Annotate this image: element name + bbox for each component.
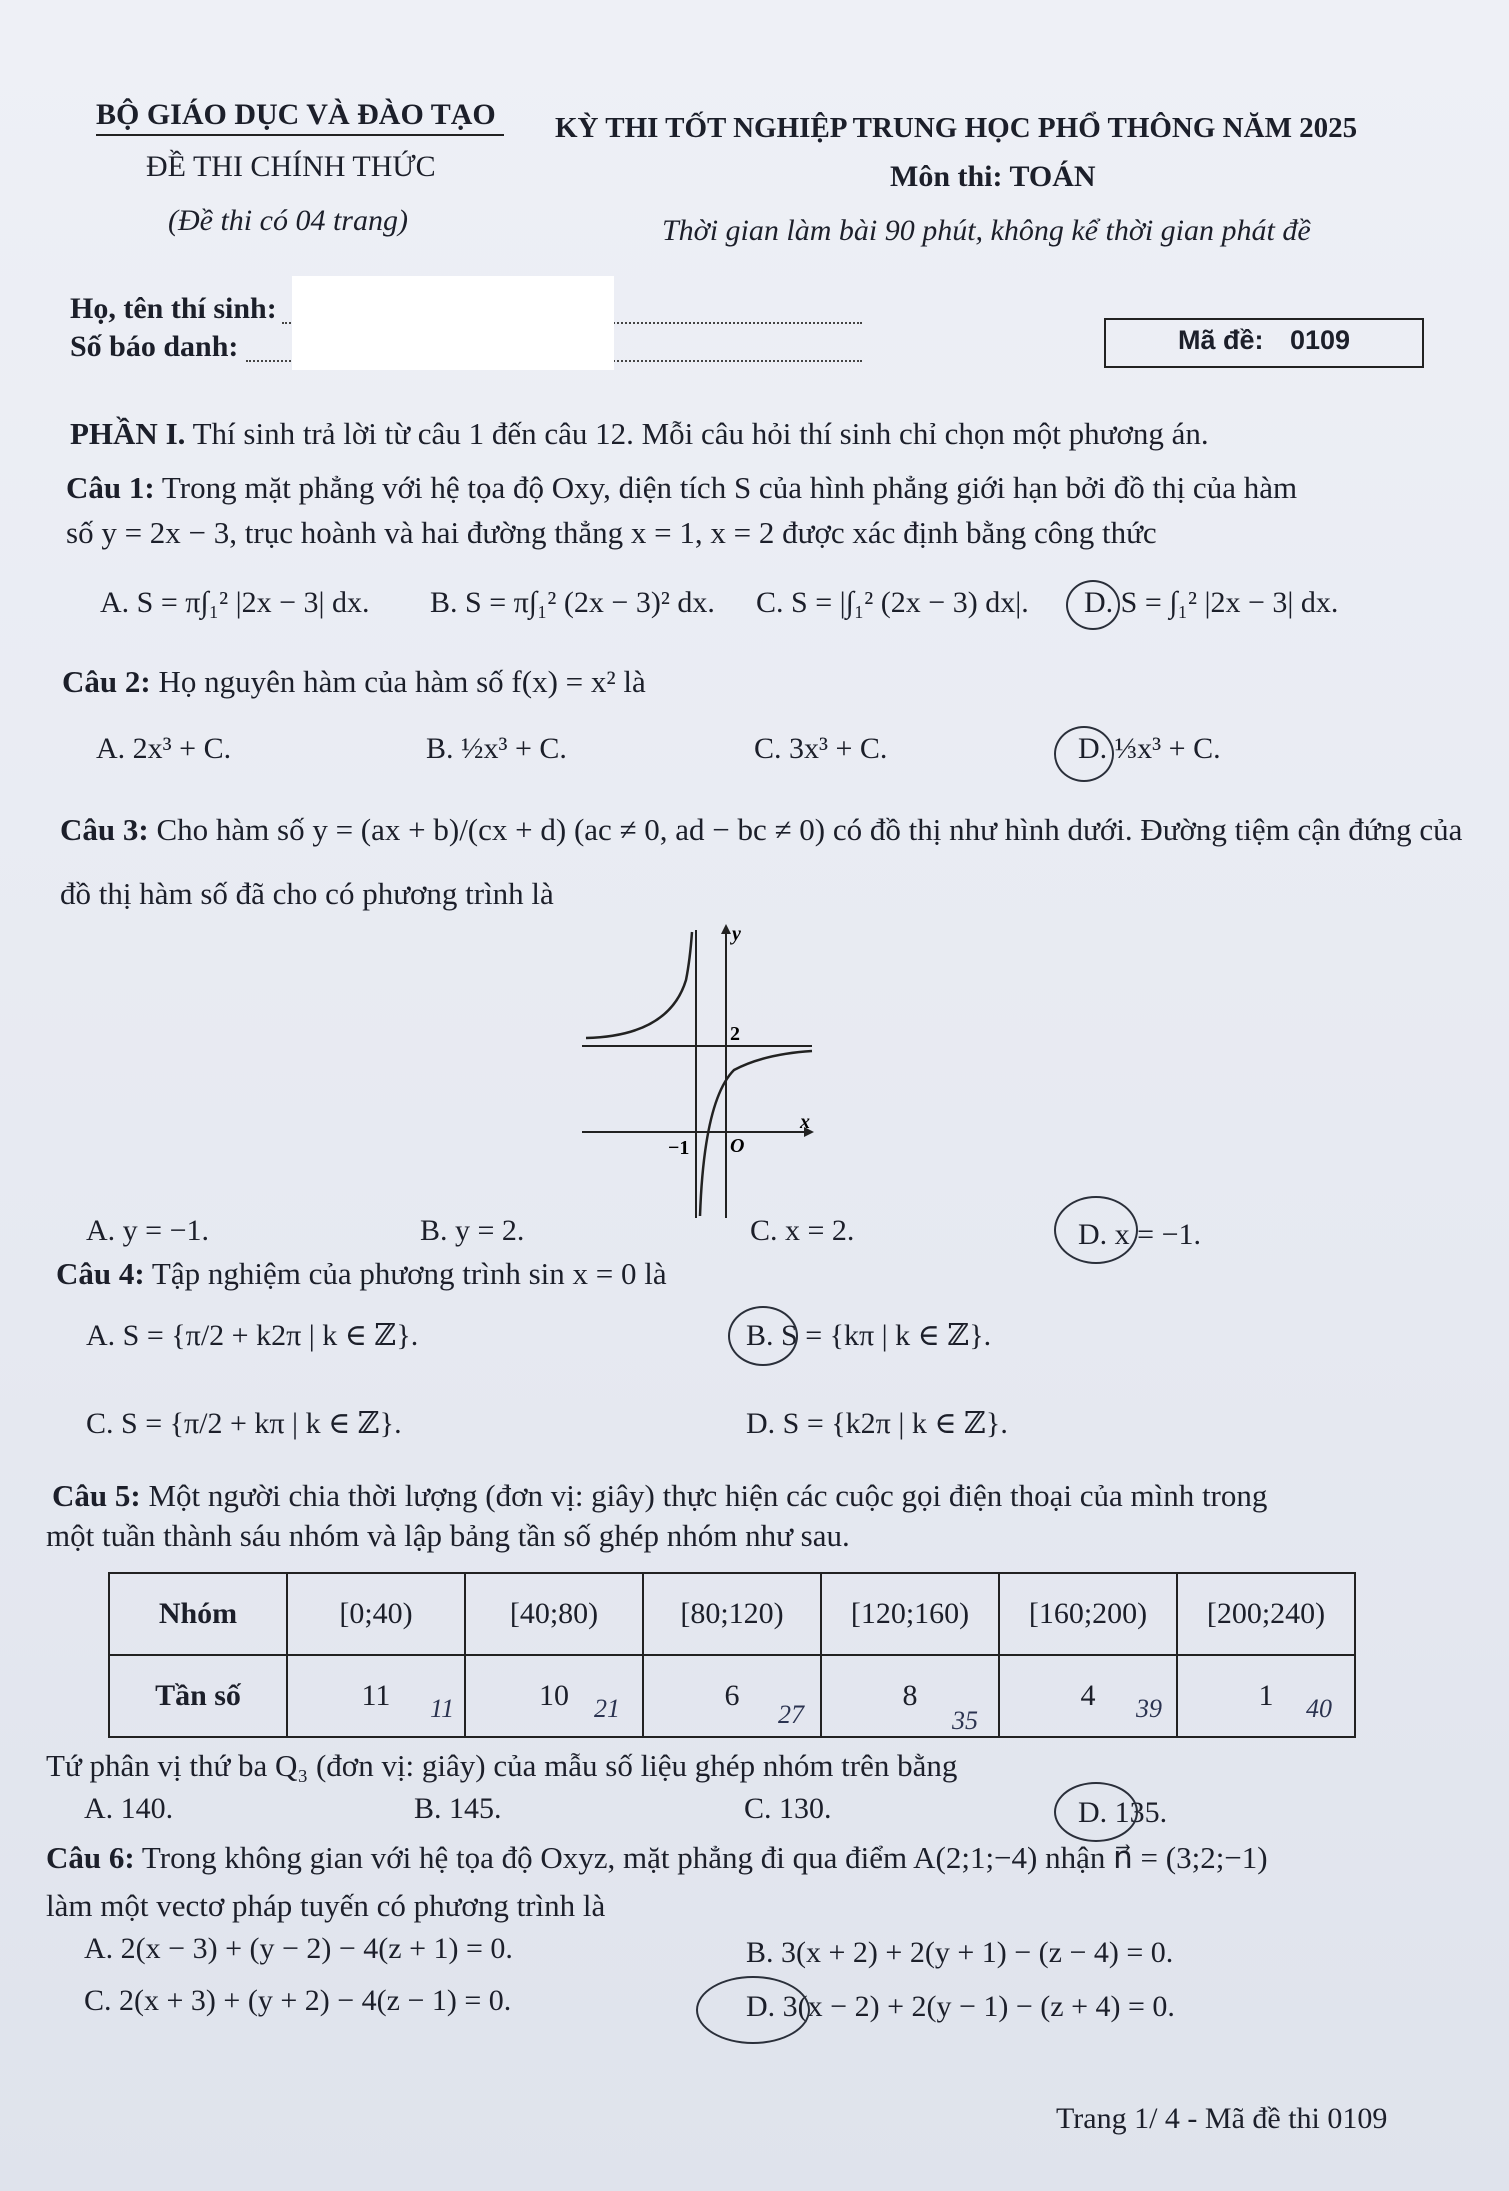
table-cell: 8 <box>821 1655 999 1737</box>
q3-option-d: D. x = −1. <box>1078 1218 1202 1251</box>
q1-option-d: D. S = ∫₁² |2x − 3| dx. <box>1084 586 1339 619</box>
table-cell: [80;120) <box>643 1573 821 1655</box>
q6-option-a: A. 2(x − 3) + (y − 2) − 4(z + 1) = 0. <box>84 1932 513 1965</box>
q5-option-c: C. 130. <box>744 1792 832 1825</box>
q2-option-d: D. ⅓x³ + C. <box>1078 732 1221 765</box>
q6-text-1: Trong không gian với hệ tọa độ Oxyz, mặt phẳng đi qua điểm A(2;1;−4) nhận n⃗ = (3;2;−1) <box>141 1840 1268 1875</box>
table-cell: 6 <box>643 1655 821 1737</box>
handwritten-cumulative: 27 <box>778 1700 804 1729</box>
q1-text-1: Trong mặt phẳng với hệ tọa độ Oxy, diện tích S của hình phẳng giới hạn bởi đồ thị của hàm <box>161 470 1298 505</box>
page-footer: Trang 1/ 4 - Mã đề thi 0109 <box>1056 2102 1388 2135</box>
q1-text-2: số y = 2x − 3, trục hoành và hai đường thẳng x = 1, x = 2 được xác định bằng công thức <box>66 515 1157 550</box>
q6-text-2: làm một vectơ pháp tuyến có phương trình là <box>46 1888 606 1923</box>
graph-right-branch <box>700 1051 812 1216</box>
handwritten-cumulative: 40 <box>1306 1694 1332 1723</box>
q4-label: Câu 4: <box>56 1256 145 1291</box>
answer-circle-q2 <box>1054 726 1114 782</box>
table-cell: 1 <box>1177 1655 1355 1737</box>
q5-label: Câu 5: <box>52 1478 141 1513</box>
time-note: Thời gian làm bài 90 phút, không kể thời gian phát đề <box>662 214 1311 247</box>
name-label: Họ, tên thí sinh: <box>70 292 277 325</box>
q5-line1 <box>52 1478 1267 1514</box>
table-row <box>109 1573 1355 1655</box>
q1-label: Câu 1: <box>66 470 155 505</box>
ministry-underline <box>96 134 504 136</box>
q4-option-d: D. S = {k2π | k ∈ ℤ}. <box>746 1407 1008 1440</box>
table-cell: [120;160) <box>821 1573 999 1655</box>
q2-option-b: B. ½x³ + C. <box>426 732 567 765</box>
q3-text-1: Cho hàm số y = (ax + b)/(cx + d) (ac ≠ 0, ad − bc ≠ 0) có đồ thị như hình dưới. Đường tiệm cận đứng của <box>156 812 1463 847</box>
q6-option-b: B. 3(x + 2) + 2(y + 1) − (z − 4) = 0. <box>746 1936 1174 1969</box>
table-cell: [40;80) <box>465 1573 643 1655</box>
exam-code-label: Mã đề: <box>1178 325 1264 355</box>
q3-option-c: C. x = 2. <box>750 1214 855 1247</box>
q2-text: Họ nguyên hàm của hàm số f(x) = x² là <box>158 664 646 699</box>
table-header-frequency: Tần số <box>109 1655 287 1737</box>
table-row <box>109 1655 1355 1737</box>
ministry-title: BỘ GIÁO DỤC VÀ ĐÀO TẠO <box>96 98 496 131</box>
frequency-table <box>108 1572 1356 1738</box>
q3-label: Câu 3: <box>60 812 149 847</box>
q2-option-a: A. 2x³ + C. <box>96 732 232 765</box>
q2-label: Câu 2: <box>62 664 151 699</box>
q1-option-a: A. S = π∫₁² |2x − 3| dx. <box>100 586 370 619</box>
q6-line1 <box>46 1840 1268 1876</box>
pages-note: (Đề thi có 04 trang) <box>168 204 408 237</box>
q5-text-1: Một người chia thời lượng (đơn vị: giây) thực hiện các cuộc gọi điện thoại của mình trong <box>148 1478 1268 1513</box>
q3-graph <box>574 920 824 1220</box>
q6-option-d: D. 3(x − 2) + 2(y − 1) − (z + 4) = 0. <box>746 1990 1175 2023</box>
q4-line <box>56 1256 667 1292</box>
redaction-block <box>292 276 614 370</box>
q1-option-c: C. S = |∫₁² (2x − 3) dx|. <box>756 586 1029 619</box>
q5-text-2: một tuần thành sáu nhóm và lập bảng tần số ghép nhóm như sau. <box>46 1518 850 1553</box>
exam-code-box <box>1104 318 1424 368</box>
table-header-group: Nhóm <box>109 1573 287 1655</box>
table-cell: 4 <box>999 1655 1177 1737</box>
table-cell: 11 <box>287 1655 465 1737</box>
q4-text: Tập nghiệm của phương trình sin x = 0 là <box>151 1256 667 1291</box>
q3-option-a: A. y = −1. <box>86 1214 210 1247</box>
handwritten-cumulative: 21 <box>594 1694 620 1723</box>
q1-option-b: B. S = π∫₁² (2x − 3)² dx. <box>430 586 715 619</box>
x-axis-label: x <box>800 1111 810 1133</box>
table-cell: [0;40) <box>287 1573 465 1655</box>
answer-circle-q3 <box>1054 1196 1138 1264</box>
q2-option-c: C. 3x³ + C. <box>754 732 888 765</box>
q6-option-c: C. 2(x + 3) + (y + 2) − 4(z − 1) = 0. <box>84 1984 512 2017</box>
q3-text-2: đồ thị hàm số đã cho có phương trình là <box>60 876 554 911</box>
subject-label: Môn thi: TOÁN <box>890 160 1096 193</box>
q4-option-a: A. S = {π/2 + k2π | k ∈ ℤ}. <box>86 1319 419 1352</box>
table-cell: [200;240) <box>1177 1573 1355 1655</box>
v-asymptote-label: −1 <box>668 1137 690 1159</box>
answer-circle-q1 <box>1066 580 1120 630</box>
q6-label: Câu 6: <box>46 1840 135 1875</box>
h-asymptote-label: 2 <box>730 1023 740 1045</box>
part1-title: PHẦN I. <box>70 416 186 451</box>
q5-option-b: B. 145. <box>414 1792 502 1825</box>
official-label: ĐỀ THI CHÍNH THỨC <box>146 150 436 183</box>
table-cell: 10 <box>465 1655 643 1737</box>
exam-code-value: 0109 <box>1290 325 1351 355</box>
y-axis-label: y <box>732 923 741 945</box>
handwritten-cumulative: 11 <box>430 1694 455 1723</box>
q4-option-b: B. S = {kπ | k ∈ ℤ}. <box>746 1319 992 1352</box>
id-label: Số báo danh: <box>70 330 239 363</box>
table-cell: [160;200) <box>999 1573 1177 1655</box>
q5-question: Tứ phân vị thứ ba Q₃ (đơn vị: giây) của mẫu số liệu ghép nhóm trên bằng <box>46 1748 958 1783</box>
graph-left-branch <box>586 932 692 1038</box>
part1-instruction: Thí sinh trả lời từ câu 1 đến câu 12. Mỗi câu hỏi thí sinh chỉ chọn một phương án. <box>192 416 1209 451</box>
q5-option-d: D. 135. <box>1078 1796 1168 1829</box>
handwritten-cumulative: 39 <box>1136 1694 1162 1723</box>
answer-circle-q4 <box>728 1306 798 1366</box>
q1-line1 <box>66 470 1297 506</box>
part1-line <box>70 416 1209 452</box>
answer-circle-q5 <box>1054 1782 1138 1842</box>
exam-title: KỲ THI TỐT NGHIỆP TRUNG HỌC PHỔ THÔNG NĂM 2025 <box>555 112 1358 144</box>
q3-line1 <box>60 812 1462 848</box>
handwritten-cumulative: 35 <box>952 1706 978 1735</box>
origin-label: O <box>730 1135 745 1157</box>
answer-circle-q6 <box>696 1976 810 2044</box>
q4-option-c: C. S = {π/2 + kπ | k ∈ ℤ}. <box>86 1407 402 1440</box>
q3-option-b: B. y = 2. <box>420 1214 525 1247</box>
q5-option-a: A. 140. <box>84 1792 174 1825</box>
q2-line <box>62 664 646 700</box>
y-axis-arrow <box>721 924 731 934</box>
